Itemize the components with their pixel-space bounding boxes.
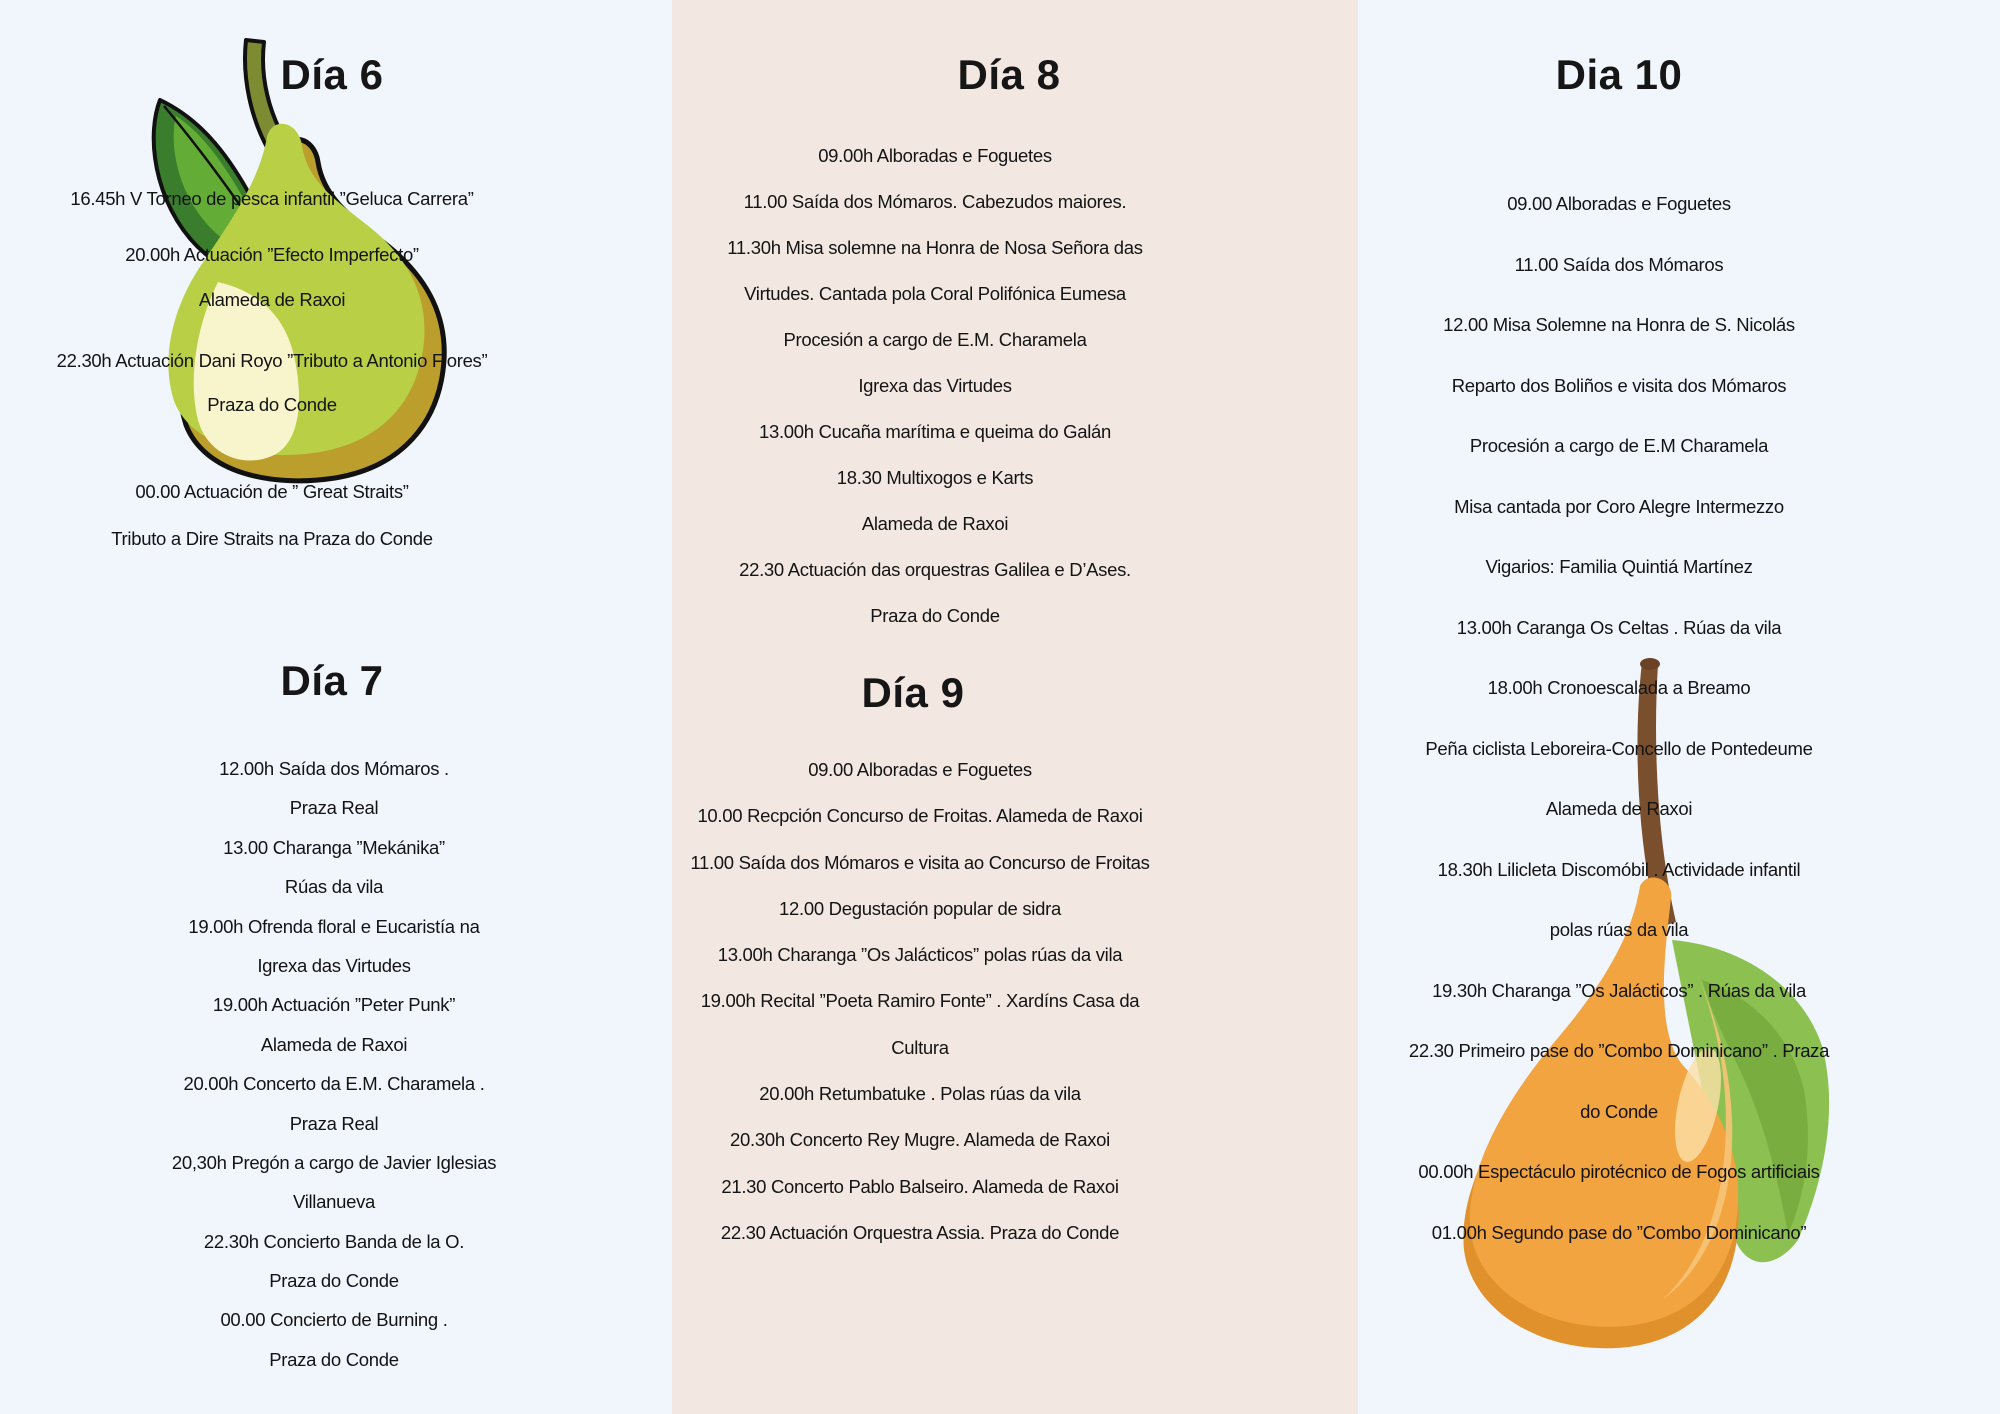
event-line: Praza do Conde (207, 394, 337, 415)
event-line: 10.00 Recpción Concurso de Froitas. Alameda de Raxoi (697, 805, 1143, 827)
event-line: Igrexa das Virtudes (257, 954, 411, 976)
event-line: Villanueva (292, 1191, 376, 1213)
event-line: Alameda de Raxoi (260, 1033, 408, 1055)
event-line: 12.00 Misa Solemne na Honra de S. Nicolás (1443, 314, 1795, 335)
event-line: Praza do Conde (269, 1270, 399, 1292)
event-line: Alameda de Raxoi (861, 513, 1009, 534)
event-line: 22.30 Actuación Orquestra Assia. Praza do Conde (720, 1221, 1120, 1243)
event-line: 00.00 Concierto de Burning . (220, 1309, 448, 1331)
event-line: 13.00h Cucaña marítima e queima do Galán (758, 421, 1112, 442)
event-line: Virtudes. Cantada pola Coral Polifónica Eumesa (744, 283, 1126, 304)
event-line: Praza do Conde (870, 605, 1000, 626)
day-7-title: Día 7 (280, 657, 384, 704)
event-line: 19.00h Recital ”Poeta Ramiro Fonte” . Xardíns Casa da (700, 990, 1140, 1012)
event-line: 20.00h Retumbatuke . Polas rúas da vila (759, 1083, 1081, 1105)
day-7-events (0, 756, 668, 1386)
event-line: 18.30h Lilicleta Discomóbil . Actividade infantil (1437, 858, 1801, 880)
day-9-events (658, 757, 1182, 1266)
event-line: Igrexa das Virtudes (858, 375, 1012, 396)
event-line: 00.00 Actuación de ” Great Straits” (135, 481, 409, 502)
event-line: Vigarios: Familia Quintiá Martínez (1485, 556, 1753, 577)
event-line: 11.30h Misa solemne na Honra de Nosa Señora das (727, 237, 1143, 258)
event-line: Alameda de Raxoi (198, 289, 346, 310)
event-line: 20.00h Concerto da E.M. Charamela . (183, 1073, 485, 1095)
event-line: 20,30h Pregón a cargo de Javier Iglesias (171, 1151, 497, 1173)
event-line: 19.00h Ofrenda floral e Eucaristía na (188, 915, 480, 937)
event-line: polas rúas da vila (1549, 919, 1689, 940)
event-line: 16.45h V Torneo de pesca infantil ”Geluca Carrera” (70, 188, 474, 209)
event-line: 12.00h Saída dos Mómaros . (219, 758, 449, 779)
day-6-title: Día 6 (280, 51, 384, 98)
event-line: Procesión a cargo de E.M Charamela (1469, 435, 1769, 456)
event-line: 19.30h Charanga ”Os Jalácticos” . Rúas da vila (1432, 979, 1806, 1001)
event-line: 12.00 Degustación popular de sidra (779, 897, 1061, 919)
event-line: Peña ciclista Leboreira-Concello de Pontedeume (1425, 737, 1813, 759)
event-line: Reparto dos Boliños e visita dos Mómaros (1451, 374, 1787, 396)
event-line: 22.30h Concierto Banda de la O. (203, 1230, 465, 1252)
event-line: 20.30h Concerto Rey Mugre. Alameda de Raxoi (730, 1129, 1110, 1151)
event-line: Tributo a Dire Straits na Praza do Conde (111, 528, 433, 549)
event-line: 13.00h Caranga Os Celtas . Rúas da vila (1456, 616, 1782, 638)
event-line: Alameda de Raxoi (1545, 798, 1693, 819)
event-line: Praza Real (289, 797, 379, 819)
event-line: 18.30 Multixogos e Karts (836, 467, 1034, 488)
event-line: 11.00 Saída dos Mómaros (1514, 253, 1724, 275)
event-line: 18.00h Cronoescalada a Breamo (1487, 677, 1751, 698)
event-line: Misa cantada por Coro Alegre Intermezzo (1454, 495, 1784, 517)
event-line: 01.00h Segundo pase do ”Combo Dominicano” (1431, 1221, 1807, 1243)
event-line: 11.00 Saída dos Mómaros. Cabezudos maiores. (743, 191, 1127, 212)
event-line: 20.00h Actuación ”Efecto Imperfecto” (125, 244, 419, 265)
day-8-title: Día 8 (957, 51, 1061, 98)
day-10-title: Dia 10 (1555, 51, 1683, 98)
event-line: 09.00 Alboradas e Foguetes (1507, 193, 1731, 214)
day-6-events (0, 0, 544, 600)
event-line: 22.30 Primeiro pase do ”Combo Dominicano” . Praza (1408, 1040, 1830, 1061)
event-line: 19.00h Actuación ”Peter Punk” (212, 994, 456, 1016)
event-line: 22.30 Actuación das orquestras Galilea e D’Ases. (739, 559, 1131, 580)
event-line: 13.00 Charanga ”Mekánika” (223, 836, 445, 858)
day-8-events (660, 143, 1210, 649)
event-line: 11.00 Saída dos Mómaros e visita ao Concurso de Froitas (690, 851, 1150, 873)
event-line: Procesión a cargo de E.M. Charamela (783, 329, 1087, 350)
event-line: 21.30 Concerto Pablo Balseiro. Alameda de Raxoi (721, 1175, 1119, 1197)
event-line: Cultura (891, 1036, 949, 1058)
event-line: Rúas da vila (284, 876, 384, 898)
event-line: Praza Real (289, 1112, 379, 1134)
event-line: do Conde (1580, 1100, 1658, 1122)
event-line: Praza do Conde (269, 1348, 399, 1370)
event-line: 13.00h Charanga ”Os Jalácticos” polas rúas da vila (717, 944, 1123, 966)
event-line: 22.30h Actuación Dani Royo ”Tributo a Antonio Flores” (56, 350, 488, 371)
day-10-events (1319, 191, 1919, 1280)
event-line: 00.00h Espectáculo pirotécnico de Fogos artificiais (1418, 1161, 1820, 1182)
event-line: 09.00 Alboradas e Foguetes (808, 759, 1032, 780)
day-9-title: Día 9 (861, 669, 965, 716)
event-line: 09.00h Alboradas e Foguetes (818, 145, 1052, 166)
